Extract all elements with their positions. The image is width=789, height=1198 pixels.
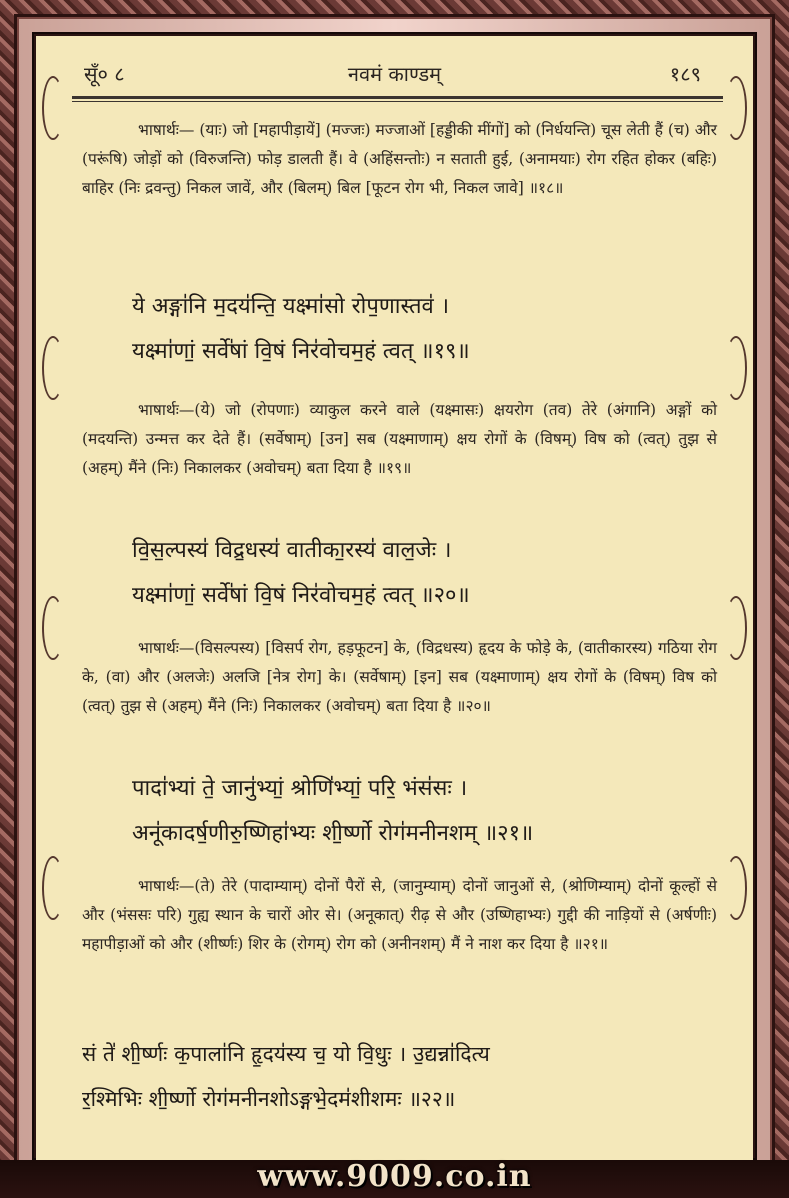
left-scroll-ornament-icon [42, 596, 64, 660]
commentary-19 [82, 396, 717, 483]
scripture-page [36, 36, 753, 1160]
right-scroll-ornament-icon [725, 336, 747, 400]
left-scroll-ornament-icon [42, 76, 64, 140]
page-number: १८९ [669, 62, 701, 86]
commentary-21 [82, 872, 717, 959]
page-header [76, 58, 713, 90]
left-scroll-ornament-icon [42, 336, 64, 400]
mantra-19 [82, 284, 717, 374]
commentary-paragraph: भाषार्थः—(ते) तेरे (पादाम्याम्) दोनों पैरों से, (जानुम्याम्) दोनों जानुओं से, (श्रोणिम्याम्) दोनों कूल्हों से और (भंससः परि) गुह्य स्थान के चारों ओर से। (अनूकात्) रीढ़ से और (उष्णिहाभ्यः) गुद्दी की नाड़ियों से (अर्षणीः) महापीड़ाओं को और (शीर्ष्णः) शिर के (रोगम्) रोग को (अनीनशम्) मैं ने नाश कर दिया है ॥२१॥ [82, 877, 717, 953]
verse-line: वि॒स॒ल्पस्य॑ विद्र॒धस्य॑ वातीका॒रस्य॑ वाल॒जेः । [132, 538, 452, 563]
commentary-paragraph: भाषार्थः— (याः) जो [महापीड़ायें] (मज्जः) मज्जाओं [हड्डीकी मींगों] को (निर्धयन्ति) चूस लेती हैं (च) और (परूंषि) जोड़ों को (विरुजन्ति) फोड़ डालती हैं। वे (अहिंसन्तोः) न सताती हुई, (अनामयाः) रोग रहित होकर (बहिः) बाहिर (निः द्रवन्तु) निकल जावें, और (बिलम्) बिल [फूटन रोग भी, निकल जावे] ॥१८॥ [82, 121, 717, 197]
header-rule [72, 96, 723, 99]
commentary-paragraph: भाषार्थः—(ये) जो (रोपणाः) व्याकुल करने वाले (यक्ष्मासः) क्षयरोग (तव) तेरे (अंगानि) अङ्गों को (मदयन्ति) उन्मत्त कर देते हैं। (सर्वेषाम्) [उन] सब (यक्ष्माणाम्) क्षय रोगों के (विषम्) विष को (त्वत्) तुझ से (अहम्) मैंने (निः) निकालकर (अवोचम्) बता दिया है ॥१९॥ [82, 401, 717, 477]
verse-line: पादा॑भ्यां ते॒ जानु॑भ्यां॒ श्रोणि॑भ्यां॒ परि॒ भंस॑सः । [132, 776, 468, 801]
verse-line: यक्ष्मा॑णां॒ सर्वे॑षां वि॒षं निर॑वोचम॒हं त्वत् ॥२०॥ [132, 583, 470, 608]
mantra-22 [82, 1032, 717, 1122]
right-scroll-ornament-icon [725, 856, 747, 920]
verse-line: यक्ष्मा॑णां॒ सर्वे॑षां वि॒षं निर॑वोचम॒हं त्वत् ॥१९॥ [132, 339, 470, 364]
website-watermark: www.9009.co.in [257, 1159, 532, 1194]
verse-line: र॒श्मिभिः शी॒र्ष्णो रोग॑मनीनशोऽङ्गभे॒दम॑शीशमः ॥२२॥ [82, 1087, 456, 1111]
verse-line: अनू॑कादर्ष॒णीरु॒ष्णिहा॑भ्यः शी॒र्ष्णो रोग॑मनीनशम् ॥२१॥ [132, 821, 534, 846]
verse-line: सं ते॑ शी॒र्ष्णः क॒पाला॑नि हृ॒दय॑स्य च॒ यो वि॒धुः । उ॒द्यन्ना॑दित्य [82, 1042, 490, 1066]
right-scroll-ornament-icon [725, 596, 747, 660]
left-scroll-ornament-icon [42, 856, 64, 920]
commentary-20 [82, 634, 717, 721]
mantra-21 [82, 766, 717, 856]
verse-line: ये अङ्गा॑नि म॒दय॑न्ति॒ यक्ष्मा॑सो रोप॒णास्तव॑ । [132, 294, 450, 319]
commentary-18 [82, 116, 717, 203]
mantra-20 [82, 528, 717, 618]
right-scroll-ornament-icon [725, 76, 747, 140]
kanda-title: नवमं काण्डम् [347, 62, 442, 86]
commentary-paragraph: भाषार्थः—(विसल्पस्य) [विसर्प रोग, हड़फूटन] के, (विद्रधस्य) हृदय के फोड़े के, (वातीकारस्य) गठिया रोग के, (वा) और (अलजेः) अलजि [नेत्र रोग] के। (सर्वेषाम्) [इन] सब (यक्ष्माणाम्) क्षय रोगों के (विषम्) विष को (त्वत्) तुझ से (अहम्) मैंने (निः) निकालकर (अवोचम्) बता दिया है ॥२०॥ [82, 639, 717, 715]
sukta-number: सूँ० ८ [84, 62, 125, 86]
